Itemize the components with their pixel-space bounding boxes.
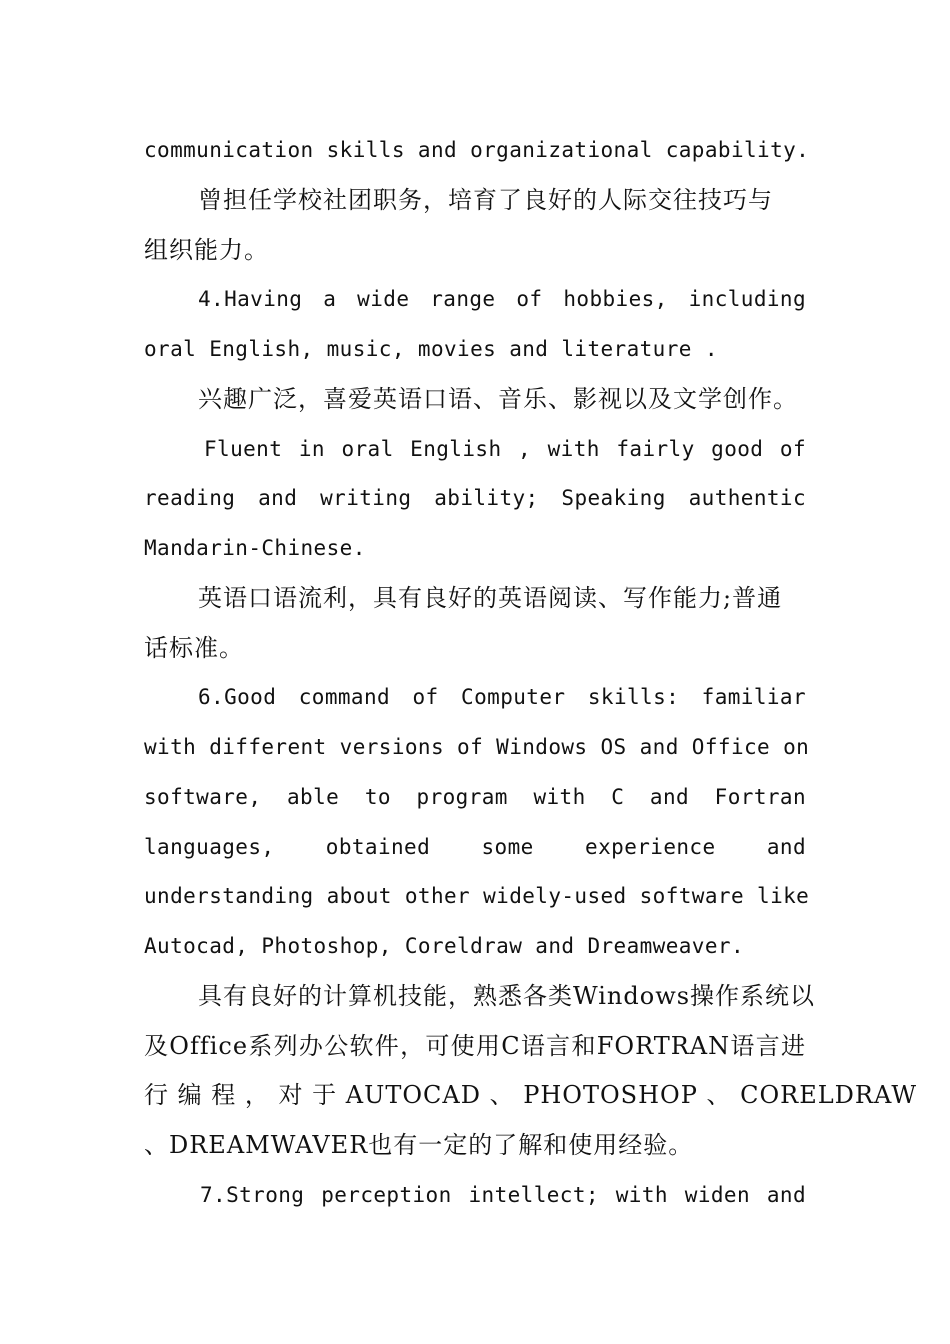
text-line-11: 话标准。 xyxy=(144,634,244,662)
text-line-12: 6.Good command of Computer skills: familiar xyxy=(198,685,806,709)
text-line-15: languages, obtained some experience and xyxy=(144,835,806,859)
text-line-19: 及Office系列办公软件，可使用C语言和FORTRAN语言进 xyxy=(144,1032,806,1060)
text-line-10: 英语口语流利，具有良好的英语阅读、写作能力;普通 xyxy=(198,584,783,612)
text-line-7: Fluent in oral English , with fairly good of xyxy=(204,437,806,461)
text-line-9: Mandarin-Chinese. xyxy=(144,536,366,560)
text-line-21: 、DREAMWAVER也有一定的了解和使用经验。 xyxy=(144,1131,694,1159)
text-line-8: reading and writing ability; Speaking authentic xyxy=(144,486,806,510)
text-line-22: 7.Strong perception intellect; with widen and xyxy=(200,1183,806,1207)
text-line-1: communication skills and organizational capability. xyxy=(144,138,810,162)
text-line-14: software, able to program with C and Fortran xyxy=(144,785,806,809)
text-line-13: with different versions of Windows OS and Office on xyxy=(144,735,810,759)
text-line-2: 曾担任学校社团职务，培育了良好的人际交往技巧与 xyxy=(198,186,773,214)
text-line-18: 具有良好的计算机技能，熟悉各类Windows操作系统以 xyxy=(198,982,816,1010)
text-line-3: 组织能力。 xyxy=(144,236,269,264)
text-line-20: 行 编 程 ， 对 于 AUTOCAD 、 PHOTOSHOP 、 CORELDRAW xyxy=(144,1081,918,1109)
text-line-16: understanding about other widely-used software like xyxy=(144,884,810,908)
text-line-6: 兴趣广泛，喜爱英语口语、音乐、影视以及文学创作。 xyxy=(198,385,798,413)
text-line-4: 4.Having a wide range of hobbies, including xyxy=(198,287,806,311)
text-line-5: oral English, music, movies and literature . xyxy=(144,337,718,361)
text-line-17: Autocad, Photoshop, Coreldraw and Dreamweaver. xyxy=(144,934,744,958)
